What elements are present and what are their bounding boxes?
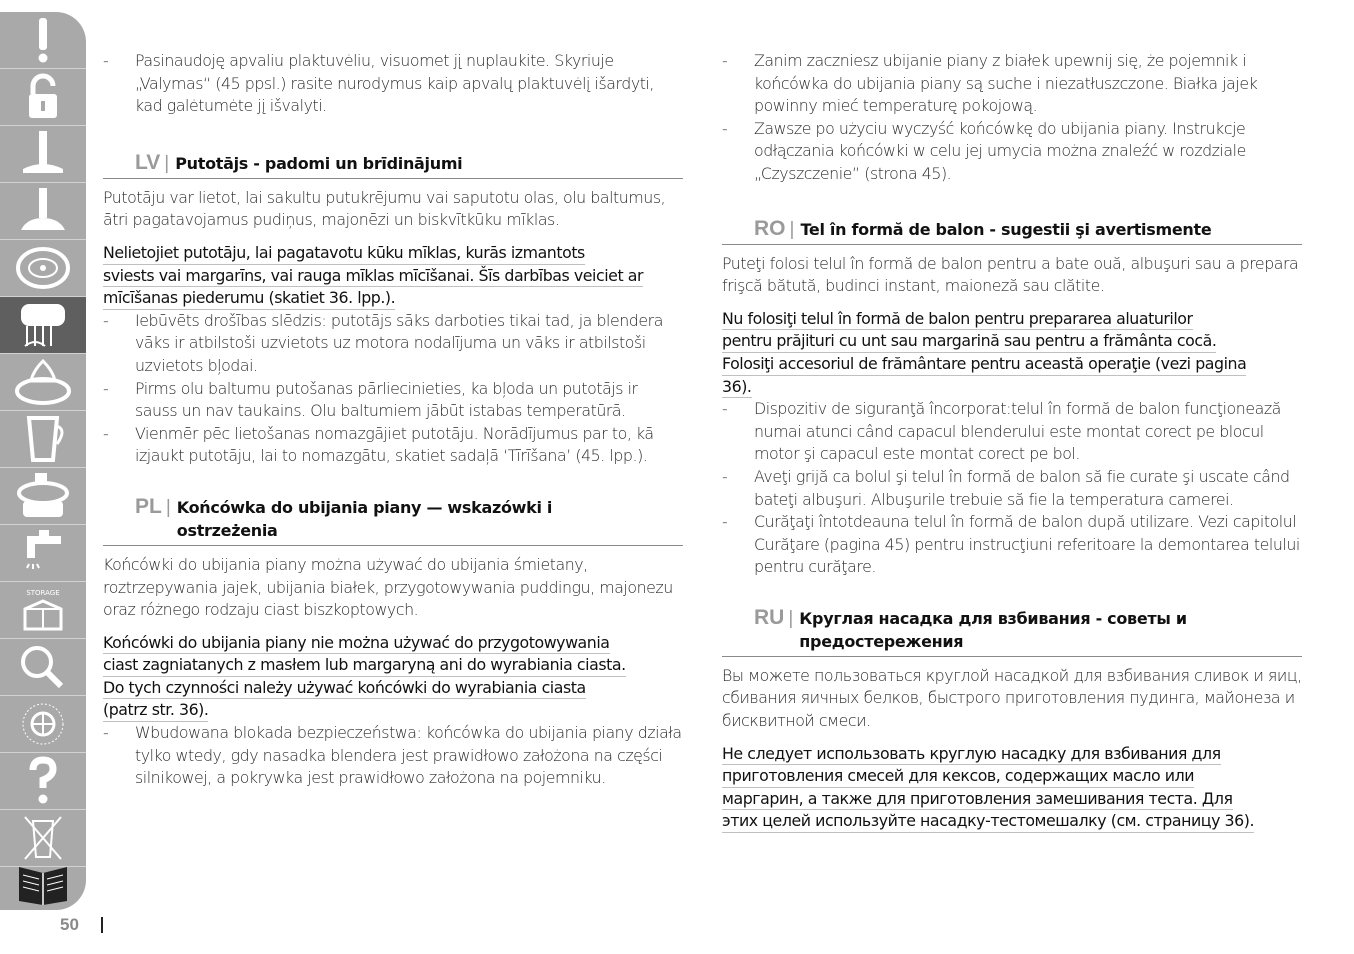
section-intro: Вы можете пользоваться круглой насадкой для взбивания сливок и яиц, сбивания яичных белков, быстрого приготовления пудинга, майонеза и бисквитной смеси. (722, 665, 1302, 731)
faucet-icon (12, 528, 74, 578)
heading-separator: | (164, 152, 170, 174)
warning-line: (patrz str. 36). (103, 699, 208, 722)
list-item: - Aveţi grijă ca bolul şi telul în formă de balon să fie curate şi uscate când bateţi albuşuri. Albuşurile trebuie să fie la temperatura camerei. (722, 466, 1302, 511)
jug-icon (12, 414, 74, 464)
tab-manual[interactable] (0, 854, 86, 910)
section-intro: Putotāju var lietot, lai sakultu putukrējumu vai saputotu olas, olu baltumus, ātri pagatavojamus pudiņus, majonēzi un biskvītkūku mīklas. (103, 187, 666, 230)
warning-line: маргарин, а также для приготовления замешивания теста. Для (722, 788, 1233, 811)
list-item: - Curăţaţi întotdeauna telul în formă de balon după utilizare. Vezi capitolul Curăţare (pagina 45) pentru instrucţiuni referitoare la demontarea telului pentru curăţare. (722, 511, 1302, 579)
list-item: - Zanim zaczniesz ubijanie piany z białek upewnij się, że pojemnik i końcówka do ubijania piany są suche i niezatłuszczone. Białka jajek powinny mieć temperaturę pokojową. (722, 50, 1302, 118)
exclamation-icon (12, 15, 74, 65)
tab-disc[interactable] (0, 240, 86, 297)
warning-block (103, 632, 683, 722)
warning-line: Не следует использовать круглую насадку для взбивания для (722, 743, 1221, 766)
tab-whisk[interactable] (0, 297, 86, 354)
tab-kneading[interactable] (0, 183, 86, 240)
tab-food-processor[interactable] (0, 468, 86, 525)
lt-top-list (103, 50, 683, 118)
warning-line: Nu folosiţi telul în formă de balon pentru prepararea aluaturilor (722, 308, 1193, 331)
storage-box-icon (12, 585, 74, 635)
language-code: PL (135, 494, 162, 518)
language-code: LV (135, 150, 161, 174)
warning-line: Nelietojiet putotāju, lai pagatavotu kūku mīklas, kurās izmantots (103, 242, 585, 265)
section-title: Putotājs - padomi un brīdinājumi (175, 153, 463, 173)
list-item: - Dispozitiv de siguranţă încorporat:telul în formă de balon funcţionează numai atunci când capacul blenderului este montat corect pe blocul motor şi capacul este montat corect pe bol. (722, 398, 1302, 466)
warning-line: pentru prăjituri cu unt sau margarină sau pentru a frământa cocă. (722, 330, 1216, 353)
list-item: - Zawsze po użyciu wyczyść końcówkę do ubijania piany. Instrukcje odłączania końcówki w celu jej umycia można znaleźć w rozdziale „Czyszczenie” (strona 45). (722, 118, 1302, 186)
warning-line: приготовления смесей для кексов, содержащих масло или (722, 765, 1194, 788)
language-code: RO (754, 216, 786, 240)
sidebar-tabs (0, 12, 86, 910)
left-column (103, 50, 683, 790)
tab-questions[interactable] (0, 753, 86, 810)
section-heading-ro (722, 218, 1302, 245)
tab-warnings[interactable] (0, 12, 86, 69)
section-title: Końcówka do ubijania piany — wskazówki i ostrzeżenia (176, 497, 553, 540)
rt-top-list (722, 50, 1302, 186)
warning-block (103, 242, 683, 310)
warning-line: mīcīšanas piederumu (skatiet 36. lpp.). (103, 287, 395, 310)
heading-separator: | (788, 607, 794, 629)
language-code: RU (754, 605, 785, 629)
section-title: Круглая насадка для взбивания - советы и предостережения (799, 608, 1187, 651)
warning-line: этих целей используйте насадку-тестомешалку (см. страницу 36). (722, 810, 1254, 833)
warning-line: Końcówki do ubijania piany nie można używać do przygotowywania (103, 632, 610, 655)
page-number-divider (101, 917, 103, 933)
svg-text:STORAGE: STORAGE (26, 589, 60, 597)
book-icon (12, 857, 74, 907)
food-processor-icon (12, 471, 74, 521)
bullet-list (722, 398, 1302, 579)
section-title: Tel în formă de balon - sugestii şi avertismente (800, 219, 1212, 239)
kneading-tool-icon (12, 186, 74, 236)
section-intro: Puteţi folosi telul în formă de balon pentru a bate ouă, albuşuri sau a prepara frişcă bătută, budinci instant, maioneză sau clătite. (722, 253, 1299, 296)
bullet-list (103, 310, 683, 468)
blade-icon (12, 129, 74, 179)
tab-safety[interactable] (0, 69, 86, 126)
bullet-list (103, 722, 683, 790)
whisk-icon (12, 300, 74, 350)
section-heading-lv (103, 152, 683, 179)
tab-guarantee[interactable] (0, 696, 86, 753)
list-item: - Pasinaudoję apvaliu plaktuvėliu, visuomet jį nuplaukite. Skyriuje „Valymas“ (45 ppsl.) rasite nurodymus kaip apvalų plaktuvėlį išardyti, kad galėtumėte jį išvalyti. (103, 50, 683, 118)
list-item: - Wbudowana blokada bezpieczeństwa: końcówka do ubijania piany działa tylko wtedy, gdy nasadka blendera jest prawidłowo założona na części silnikowej, a pokrywka jest prawidłowo założona na pojemniku. (103, 722, 683, 790)
right-column (722, 50, 1302, 833)
warning-line: Do tych czynności należy używać końcówki do wyrabiania ciasta (103, 677, 586, 700)
tab-blade[interactable] (0, 126, 86, 183)
tab-cleaning[interactable] (0, 525, 86, 582)
heading-separator: | (789, 218, 795, 240)
section-intro: Końcówki do ubijania piany można używać do ubijania śmietany, roztrzepywania jajek, ubijania białek, przygotowywania puddingu, majonezu oraz różnego rodzaju ciast biszkoptowych. (103, 554, 673, 620)
section-heading-pl (103, 496, 683, 546)
tab-troubleshooting[interactable] (0, 639, 86, 696)
tab-citrus-press[interactable] (0, 354, 86, 411)
tab-jug[interactable] (0, 411, 86, 468)
list-item: - Vienmēr pēc lietošanas nomazgājiet putotāju. Norādījumus par to, kā izjaukt putotāju, lai to nomazgātu, skatiet sadaļā ‘Tīrīšana’ (45. lpp.). (103, 423, 683, 468)
heading-separator: | (165, 496, 171, 518)
warning-line: ciast zagniatanych z masłem lub margaryną ani do wyrabiania ciasta. (103, 654, 626, 677)
globe-icon (12, 699, 74, 749)
warning-line: sviests vai margarīns, vai rauga mīklas mīcīšanai. Šīs darbības veiciet ar (103, 265, 643, 288)
citrus-press-icon (12, 357, 74, 407)
warning-line: Folosiţi accesoriul de frământare pentru această operaţie (vezi pagina (722, 353, 1246, 376)
list-item: - Iebūvēts drošības slēdzis: putotājs sāks darboties tikai tad, ja blendera vāks ir atbilstoši uzvietots uz motora nodalījuma un vāks ir atbilstoši uzvietots bļodai. (103, 310, 683, 378)
warning-line: 36). (722, 376, 752, 399)
page-number: 50 (60, 915, 79, 934)
padlock-icon (12, 72, 74, 122)
tab-storage[interactable] (0, 582, 86, 639)
disc-icon (12, 243, 74, 293)
section-heading-ru (722, 607, 1302, 657)
warning-block (722, 308, 1302, 398)
question-mark-icon (12, 756, 74, 806)
warning-block (722, 743, 1302, 833)
list-item: - Pirms olu baltumu putošanas pārliecinieties, ka bļoda un putotājs ir sauss un nav taukains. Olu baltumiem jābūt istabas temperatūrā. (103, 378, 683, 423)
magnifier-icon (12, 642, 74, 692)
